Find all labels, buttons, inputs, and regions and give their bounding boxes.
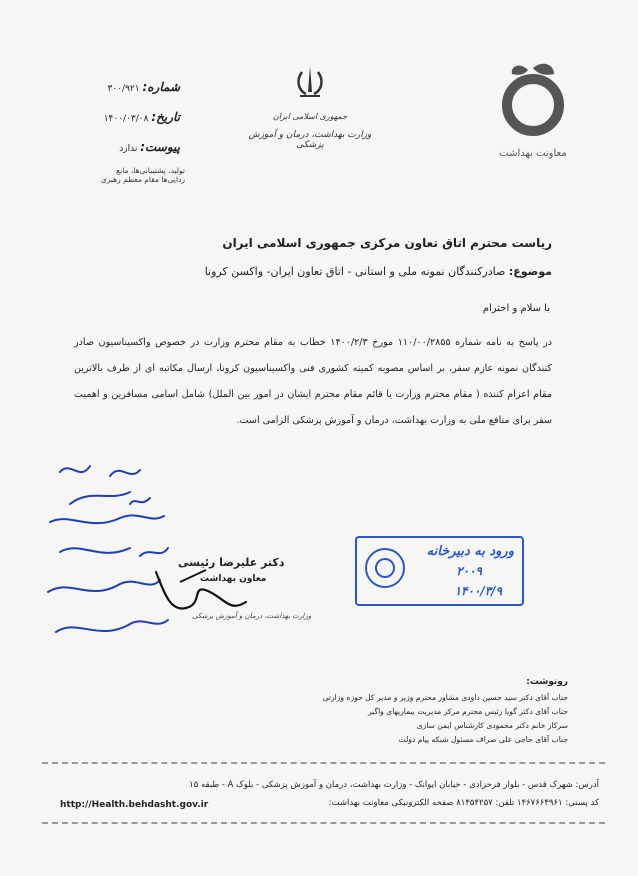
letter-attachment [60, 140, 180, 154]
attachment-label: پیوست: [140, 140, 180, 154]
subject-label: موضوع: [508, 265, 552, 278]
greeting: با سلام و احترام [482, 303, 550, 314]
stamp-number: ۲۰۰۹ [456, 564, 482, 578]
subject [205, 265, 552, 278]
footer-contact: کد پستی: ۱۴۶۷۶۶۴۹۶۱ تلفن: ۸۱۴۵۴۲۵۷ صفحه الکترونیکی معاونت بهداشت: [328, 798, 599, 808]
copies-heading: رونوشت: [526, 677, 568, 687]
subject-text: صادرکنندگان نمونه ملی و استانی - اتاق تعاون ایران- واکسن کرونا [204, 265, 506, 278]
letter-body: در پاسخ به نامه شماره ۱۱۰/۰۰/۲۸۵۵ مورخ ۱۴۰۰/۲/۳ خطاب به مقام محترم وزارت در خصوص واکسیناسیون صادر کنندگان نمونه عازم سفر، بر اساس مصوبه کمیته کشوری فنی واکسیناسیون کرونا، ارسال مکاتبه ای از طرف بالاترین مقام اعزام کننده ( مقام محترم وزارت یا قائم مقام محترم ایشان در امور بین الملل) شامل اسامی مسافرین و اهمیت سفر برای منافع ملی به وزارت بهداشت، درمان و آموزش پزشکی الزامی است. [74, 337, 552, 426]
logo-label: معاونت بهداشت [499, 148, 567, 159]
secretariat-stamp [355, 536, 524, 606]
signatory-ministry: وزارت بهداشت، درمان و آموزش پزشکی [192, 612, 312, 620]
iran-emblem-icon [290, 62, 330, 102]
date-label: تاریخ: [151, 110, 180, 124]
stamp-seal-icon [365, 548, 405, 588]
stamp-date: ۱۴۰۰/۳/۹ [454, 584, 502, 598]
signatory-title: معاون بهداشت [200, 574, 267, 584]
stamp-title: ورود به دبیرخانه [426, 544, 514, 559]
ministry-line2: وزارت بهداشت، درمان و آموزش پزشکی [248, 130, 372, 150]
recipient: ریاست محترم اتاق تعاون مرکزی جمهوری اسلامی ایران [222, 236, 552, 250]
number-value: ۳۰۰/۹۲۱ [107, 84, 140, 94]
letter-number [60, 80, 180, 94]
letter-date [60, 110, 180, 124]
copies-item: جناب آقای حاجی علی صراف مسئول شبکه پیام دولت [398, 735, 568, 744]
footer [42, 762, 605, 824]
footer-address: آدرس: شهرک قدس - بلوار فرحزادی - خیابان ایوانک - وزارت بهداشت، درمان و آموزش پزشکی - بلوک A - طبقه ۱۵ [189, 780, 599, 790]
copies-item: سرکار خانم دکتر محمودی کارشناس ایمن سازی [416, 721, 568, 730]
signatory-name: دکتر علیرضا رئیسی [178, 556, 285, 569]
ministry-line1: جمهوری اسلامی ایران [272, 112, 348, 121]
motto: تولید، پشتیبانی‌ها، مانع زدایی‌ها مقام معظم رهبری [100, 166, 185, 184]
footer-url[interactable]: http://Health.behdasht.gov.ir [60, 800, 209, 810]
number-label: شماره: [142, 80, 180, 94]
copies-section [208, 675, 568, 747]
health-deputy-logo [498, 60, 568, 160]
date-value: ۱۴۰۰/۰۳/۰۸ [103, 114, 149, 124]
copies-item: جناب آقای دکتر سید حسین داودی مشاور محترم وزیر و مدیر کل حوزه وزارتی [322, 693, 568, 702]
copies-item: جناب آقای دکتر گویا رئیس محترم مرکز مدیریت بیماریهای واگیر [367, 707, 568, 716]
attachment-value: ندارد [119, 144, 138, 154]
logo-icon [498, 60, 568, 140]
